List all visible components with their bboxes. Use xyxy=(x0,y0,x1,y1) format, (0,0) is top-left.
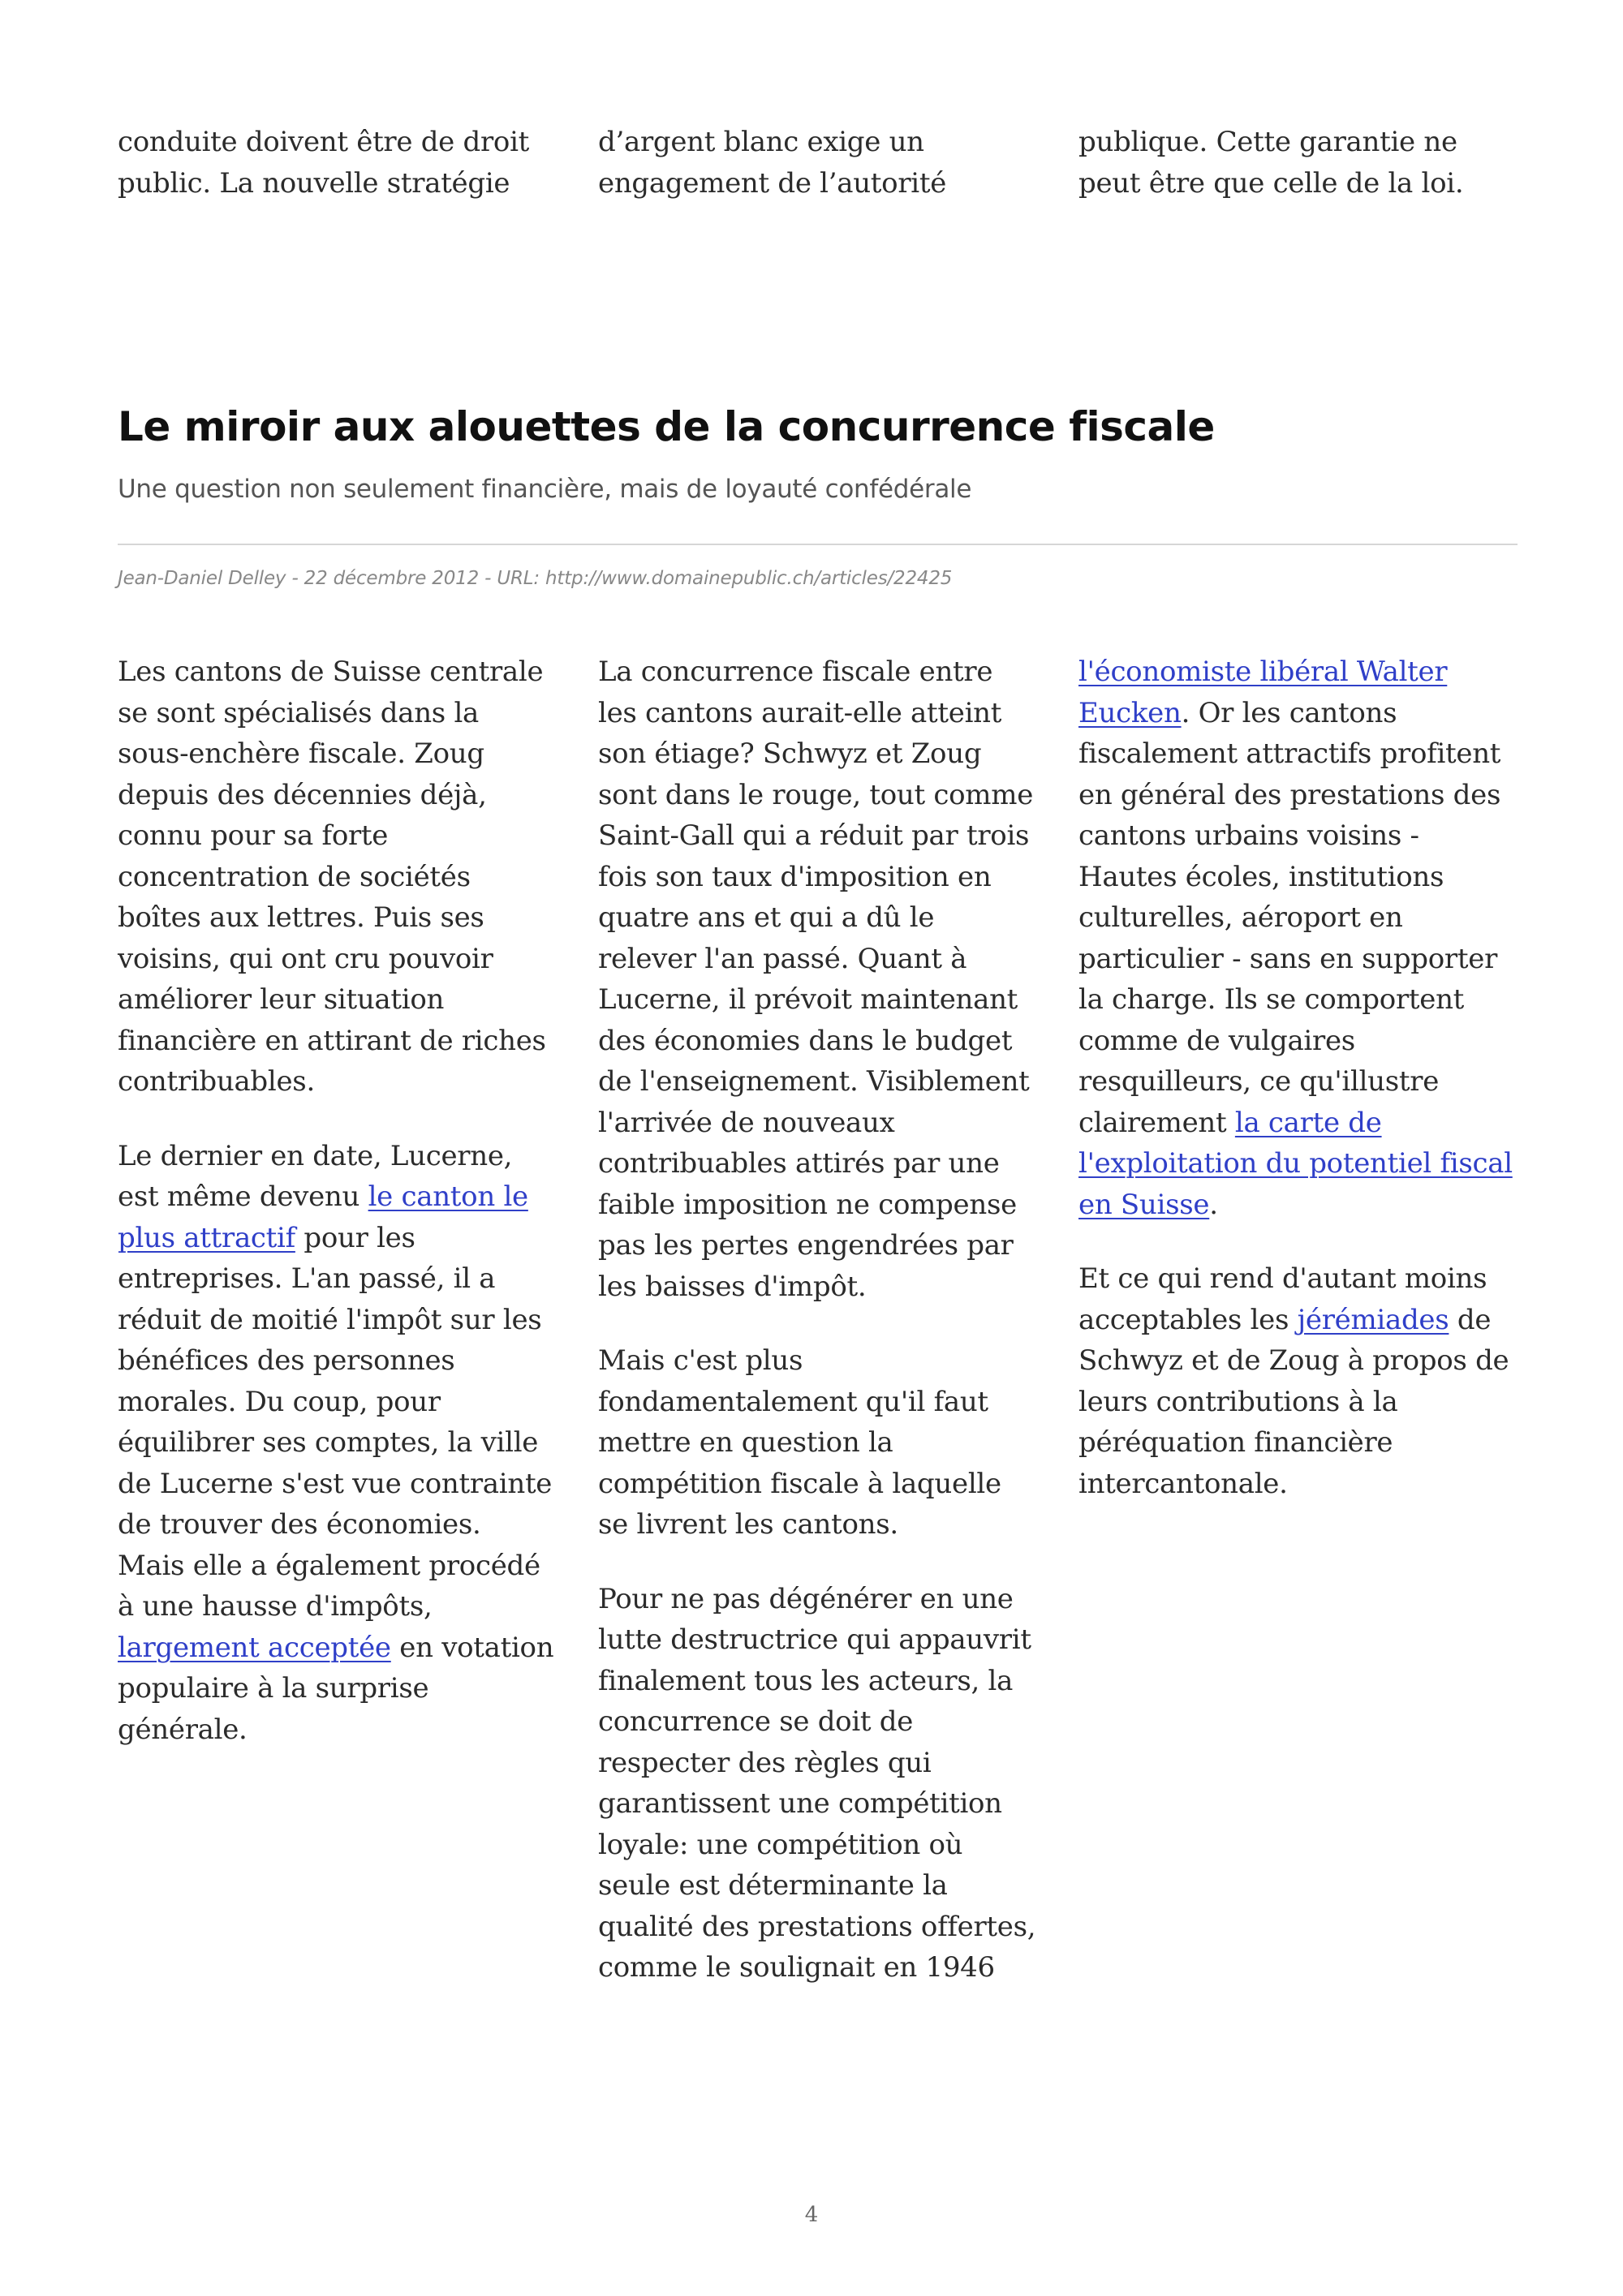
link-walter-eucken[interactable]: l'économiste libéral Walter Eucken xyxy=(1078,656,1448,729)
article-byline: Jean-Daniel Delley - 22 décembre 2012 - URL: http://www.domainepublic.ch/articles/22425 xyxy=(118,568,953,589)
paragraph-6-text-a: Et ce qui rend d'autant moins acceptables les xyxy=(1078,1262,1487,1336)
continuation-column-1 xyxy=(118,122,556,204)
continuation-column-3 xyxy=(1078,122,1517,204)
paragraph-2-text-b: pour les entreprises. L'an passé, il a réduit de moitié l'impôt sur les bénéfices des personnes morales. Du coup, pour équilibrer ses comptes, la ville de Lucerne s'est vue contrainte de trouver des économies. Mais elle a également procédé à une hausse d'impôts, xyxy=(118,1221,553,1623)
paragraph-5-continued xyxy=(1078,651,1517,1225)
title-divider xyxy=(118,544,1518,545)
paragraph-3: La concurrence fiscale entre les cantons aurait-elle atteint son étiage? Schwyz et Zoug sont dans le rouge, tout comme Saint-Gall qui a réduit par trois fois son taux d'imposition en quatre ans et qui a dû le relever l'an passé. Quant à Lucerne, il prévoit maintenant des économies dans le budget de l'enseignement. Visiblement l'arrivée de nouveaux contribuables attirés par une faible imposition ne compense pas les pertes engendrées par les baisses d'impôt. xyxy=(598,656,1034,1303)
link-carte-potentiel-fiscal[interactable]: la carte de l'exploitation du potentiel fiscal en Suisse xyxy=(1078,1106,1513,1221)
previous-article-continuation xyxy=(118,122,1518,204)
link-largement-acceptee[interactable]: largement acceptée xyxy=(118,1631,391,1664)
paragraph-2 xyxy=(118,1136,556,1751)
paragraph-2-text-a: Le dernier en date, Lucerne, est même devenu xyxy=(118,1139,513,1213)
paragraph-6-text-b: de Schwyz et de Zoug à propos de leurs contributions à la péréquation financière intercantonale. xyxy=(1078,1303,1509,1500)
link-canton-plus-attractif[interactable]: le canton le plus attractif xyxy=(118,1180,528,1254)
article-title: Le miroir aux alouettes de la concurrence fiscale xyxy=(118,403,1215,450)
paragraph-2-text-c: en votation populaire à la surprise générale. xyxy=(118,1631,554,1746)
article-body xyxy=(118,651,1518,1989)
paragraph-4: Mais c'est plus fondamentalement qu'il faut mettre en question la compétition fiscale à laquelle se livrent les cantons. xyxy=(598,1344,1001,1541)
continuation-column-2 xyxy=(598,122,1036,204)
body-column-2 xyxy=(598,651,1036,1989)
paragraph-5-start: Pour ne pas dégénérer en une lutte destructrice qui appauvrit finalement tous les acteurs, la concurrence se doit de respecter des règles qui garantissent une compétition loyale: une compétition où seule est déterminante la qualité des prestations offertes, comme le soulignait en 1946 xyxy=(598,1582,1036,1984)
page-number: 4 xyxy=(804,2203,819,2227)
paragraph-5-text-c: . xyxy=(1209,1188,1218,1221)
paragraph-1: Les cantons de Suisse centrale se sont spécialisés dans la sous-enchère fiscale. Zoug depuis des décennies déjà, connu pour sa forte concentration de sociétés boîtes aux lettres. Puis ses voisins, qui ont cru pouvoir améliorer leur situation financière en attirant de riches contribuables. xyxy=(118,656,546,1098)
body-column-3 xyxy=(1078,651,1517,1989)
paragraph-6 xyxy=(1078,1258,1517,1504)
continuation-text-1: conduite doivent être de droit public. La nouvelle stratégie xyxy=(118,126,530,200)
continuation-text-3: publique. Cette garantie ne peut être que celle de la loi. xyxy=(1078,126,1464,200)
body-column-1 xyxy=(118,651,556,1989)
paragraph-5-text-b: . Or les cantons fiscalement attractifs profitent en général des prestations des cantons urbains voisins - Hautes écoles, institutions culturelles, aéroport en particulier - sans en supporter la charge. Ils se comportent comme de vulgaires resquilleurs, ce qu'illustre clairement xyxy=(1078,696,1501,1139)
link-jeremiades[interactable]: jérémiades xyxy=(1297,1303,1449,1336)
article-subtitle: Une question non seulement financière, mais de loyauté confédérale xyxy=(118,475,972,504)
continuation-text-2: d’argent blanc exige un engagement de l’autorité xyxy=(598,126,947,200)
